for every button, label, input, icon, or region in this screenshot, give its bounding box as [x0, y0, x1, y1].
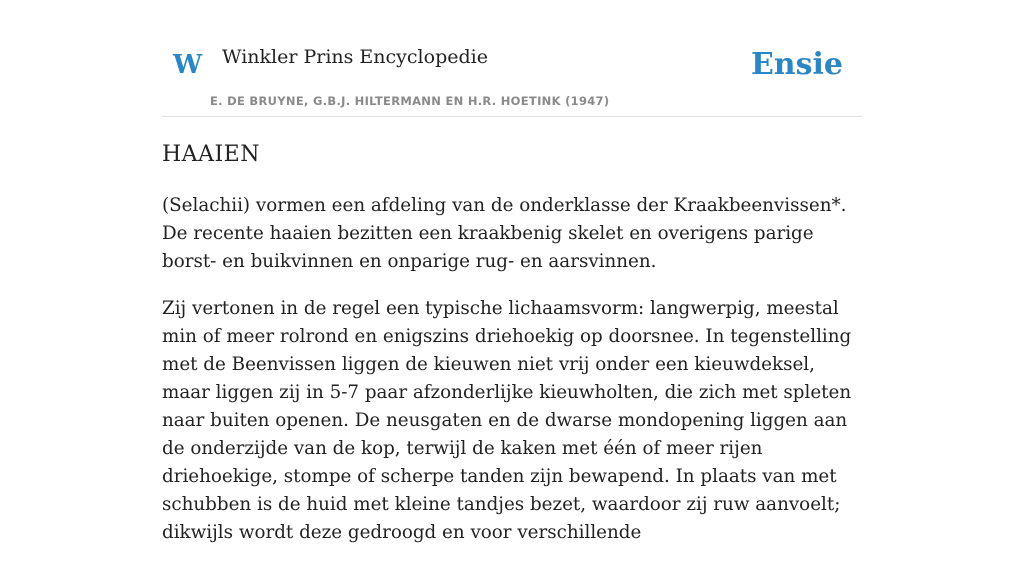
entry-paragraph: (Selachii) vormen een afdeling van de onderklasse der Kraakbeenvissen*. De recente haaien bezitten een kraakbenig skelet en overigens parige borst- en buikvinnen en onparige rug- en aarsvinnen. — [162, 195, 847, 272]
ensie-logo-link[interactable]: Ensie — [750, 47, 843, 82]
site-header — [162, 0, 862, 117]
encyclopedia-logo[interactable]: W — [173, 50, 203, 80]
book-authors: E. DE BRUYNE, G.B.J. HILTERMANN EN H.R. HOETINK (1947) — [210, 94, 610, 108]
book-title[interactable]: Winkler Prins Encyclopedie — [222, 46, 488, 68]
entry-body — [162, 192, 862, 566]
entry-title: HAAIEN — [162, 142, 260, 167]
entry-paragraph: Zij vertonen in de regel een typische lichaamsvorm: langwerpig, meestal min of meer rolrond en enigszins driehoekig op doorsnee. In tegenstelling met de Beenvissen liggen de kieuwen niet vrij onder een kieuwdeksel, maar liggen zij in 5-7 paar afzonderlijke kieuwholten, die zich met spleten naar buiten openen. De neusgaten en de dwarse mondopening liggen aan de onderzijde van de kop, terwijl de kaken met één of meer rijen driehoekige, stompe of scherpe tanden zijn bewapend. In plaats van met schubben is de huid met kleine tandjes bezet, waardoor zij ruw aanvoelt; dikwijls wordt deze gedroogd en voor verschillende — [162, 298, 852, 543]
page — [162, 0, 862, 543]
